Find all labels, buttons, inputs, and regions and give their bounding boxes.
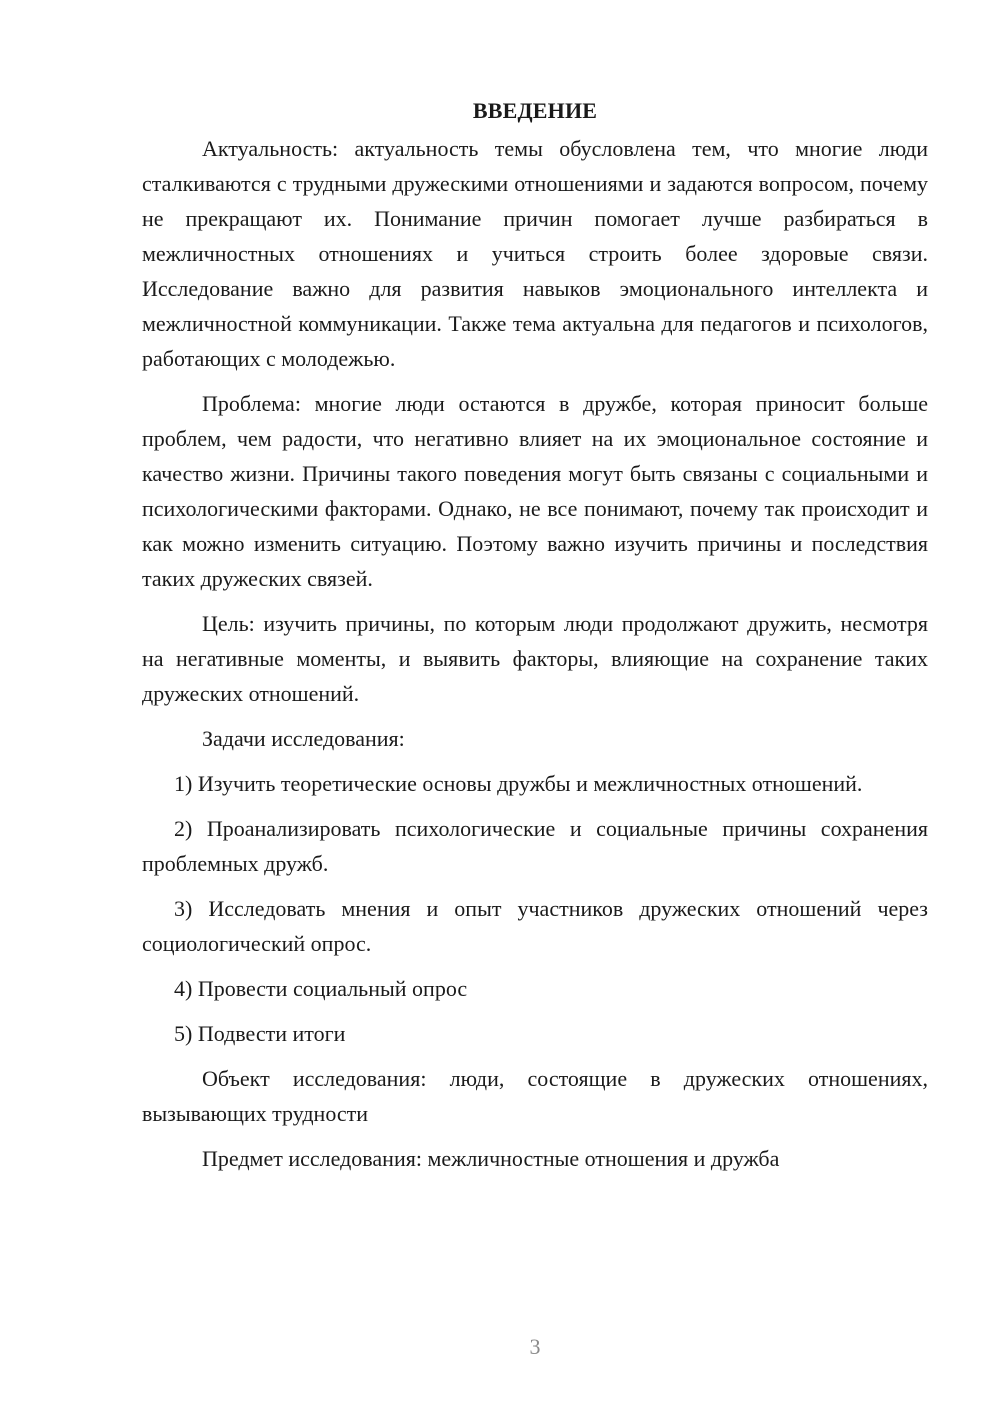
task-item-4: 4) Провести социальный опрос [174, 976, 468, 1001]
paragraph-problem: Проблема: многие люди остаются в дружбе, которая приносит больше проблем, чем радости, что негативно влияет на их эмоциональное состояние и качество жизни. Причины такого поведения могут быть связаны с социальными и психологическими факторами. Однако, не все понимают, почему так происходит и как можно изменить ситуацию. Поэтому важно изучить причины и последствия таких дружеских связей. [142, 391, 928, 591]
tasks-heading: Задачи исследования: [202, 726, 405, 751]
paragraph-object: Объект исследования: люди, состоящие в дружеских отношениях, вызывающих трудности [142, 1066, 928, 1126]
task-item-5: 5) Подвести итоги [174, 1021, 346, 1046]
page-title: ВВЕДЕНИЕ [472, 98, 598, 123]
task-item-3: 3) Исследовать мнения и опыт участников дружеских отношений через социологический опрос. [142, 896, 928, 956]
page-number: 3 [529, 1334, 541, 1359]
paragraph-subject: Предмет исследования: межличностные отношения и дружба [202, 1146, 780, 1171]
paragraph-relevance: Актуальность: актуальность темы обусловлена тем, что многие люди сталкиваются с трудными дружескими отношениями и задаются вопросом, почему не прекращают их. Понимание причин помогает лучше разбираться в межличностных отношениях и учиться строить более здоровые связи. Исследование важно для развития навыков эмоционального интеллекта и межличностной коммуникации. Также тема актуальна для педагогов и психологов, работающих с молодежью. [142, 136, 928, 371]
task-item-2: 2) Проанализировать психологические и социальные причины сохранения проблемных дружб. [142, 816, 928, 876]
paragraph-goal: Цель: изучить причины, по которым люди продолжают дружить, несмотря на негативные моменты, и выявить факторы, влияющие на сохранение таких дружеских отношений. [142, 611, 928, 706]
page-content [142, 96, 928, 1176]
task-item-1: 1) Изучить теоретические основы дружбы и межличностных отношений. [174, 771, 863, 796]
